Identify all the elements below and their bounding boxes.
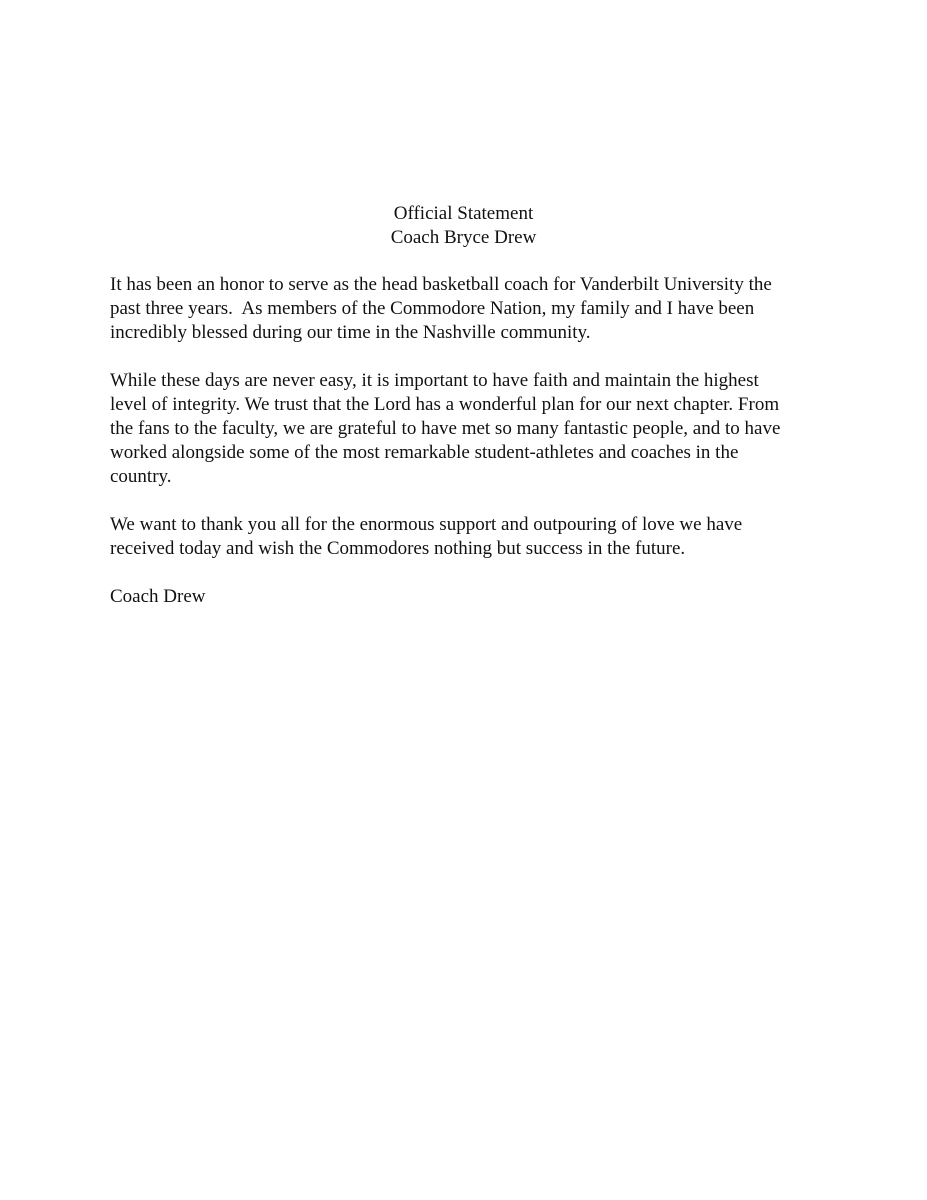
paragraph-line: It has been an honor to serve as the head basketball coach for Vanderbilt University the xyxy=(110,274,772,295)
paragraph-line: country. xyxy=(110,466,172,487)
statement-body xyxy=(110,273,830,633)
signature: Coach Drew xyxy=(110,586,206,607)
paragraph-line: While these days are never easy, it is important to have faith and maintain the highest xyxy=(110,370,759,391)
paragraph-2 xyxy=(110,369,830,489)
paragraph-3 xyxy=(110,513,830,561)
paragraph-1 xyxy=(110,273,830,345)
paragraph-line: past three years. As members of the Commodore Nation, my family and I have been xyxy=(110,298,755,319)
statement-title: Official Statement xyxy=(393,203,534,224)
paragraph-line: received today and wish the Commodores nothing but success in the future. xyxy=(110,538,686,559)
statement-author: Coach Bryce Drew xyxy=(390,227,537,248)
paragraph-line: level of integrity. We trust that the Lord has a wonderful plan for our next chapter. From xyxy=(110,394,780,415)
statement-heading xyxy=(0,202,927,250)
paragraph-line: the fans to the faculty, we are grateful to have met so many fantastic people, and to have xyxy=(110,418,781,439)
paragraph-line: incredibly blessed during our time in the Nashville community. xyxy=(110,322,591,343)
paragraph-line: We want to thank you all for the enormous support and outpouring of love we have xyxy=(110,514,743,535)
paragraph-line: worked alongside some of the most remarkable student-athletes and coaches in the xyxy=(110,442,739,463)
